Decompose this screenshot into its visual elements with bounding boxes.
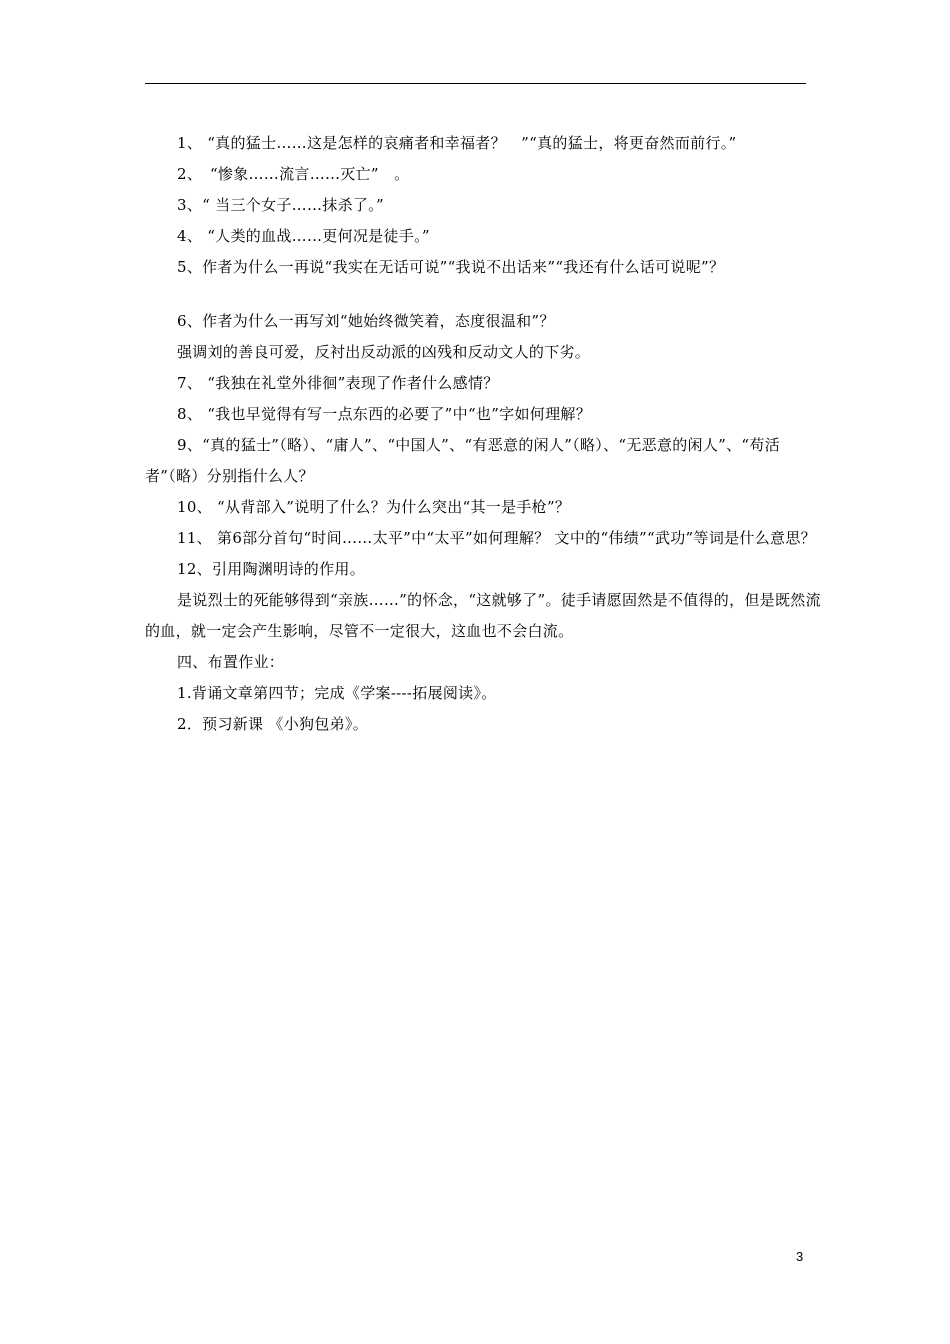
question-7: 7、 “我独在礼堂外徘徊”表现了作者什么感情？	[177, 374, 499, 392]
paragraph-gap	[145, 283, 821, 306]
page-number: 3	[796, 1249, 804, 1264]
question-9: 9、“真的猛士”（略）、“庸人”、“中国人”、“有恶意的闲人”（略）、“无恶意的闲人”、“苟活者”（略）分别指什么人？	[145, 436, 780, 485]
homework-item-1: 1.背诵文章第四节；完成《学案----拓展阅读》。	[177, 684, 497, 702]
answer-12: 是说烈士的死能够得到“亲族……”的怀念，“这就够了”。徒手请愿固然是不值得的，但是既然流的血，就一定会产生影响，尽管不一定很大，这血也不会白流。	[145, 591, 821, 640]
question-3: 3、“ 当三个女子……抹杀了。”	[177, 196, 384, 214]
question-5: 5、作者为什么一再说“我实在无话可说”“我说不出话来”“我还有什么话可说呢”？	[177, 258, 725, 276]
question-6: 6、作者为什么一再写刘“她始终微笑着，态度很温和”？	[177, 312, 555, 330]
question-1: 1、 “真的猛士……这是怎样的哀痛者和幸福者？ ”“真的猛士，将更奋然而前行。”	[177, 134, 737, 152]
document-body	[145, 128, 821, 740]
homework-heading: 四、布置作业：	[177, 653, 285, 671]
question-11: 11、 第6部分首句“时间……太平”中“太平”如何理解？ 文中的“伟绩”“武功”等词是什么意思？	[177, 529, 816, 547]
header-rule	[145, 83, 806, 84]
question-2: 2、 “惨象……流言……灭亡” 。	[177, 165, 410, 183]
homework-item-2: 2．预习新课 《小狗包弟》。	[177, 715, 369, 733]
question-12: 12、引用陶渊明诗的作用。	[177, 560, 365, 578]
question-10: 10、 “从背部入”说明了什么？为什么突出“其一是手枪”？	[177, 498, 571, 516]
question-4: 4、 “人类的血战……更何况是徒手。”	[177, 227, 430, 245]
answer-6: 强调刘的善良可爱，反衬出反动派的凶残和反动文人的下劣。	[177, 343, 591, 361]
question-8: 8、 “我也早觉得有写一点东西的必要了”中“也”字如何理解？	[177, 405, 591, 423]
